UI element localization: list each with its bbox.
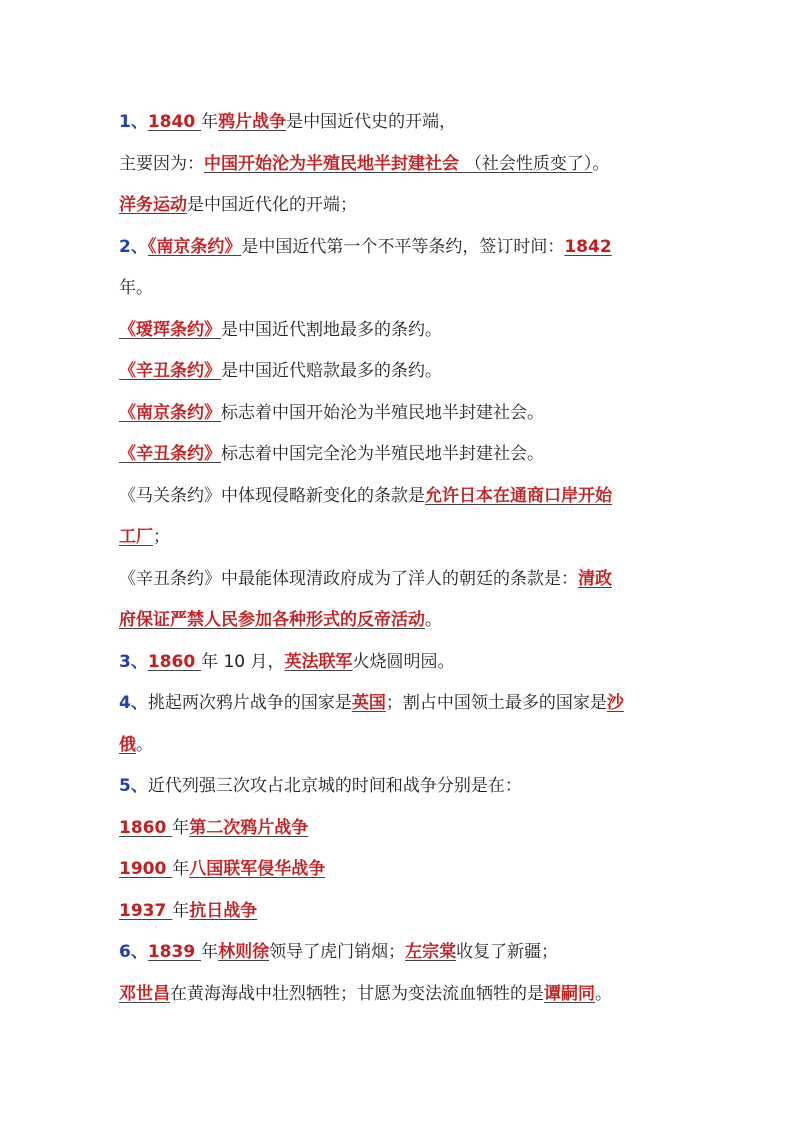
- text-line: [119, 185, 679, 227]
- text-line: [119, 891, 679, 933]
- text-segment: 近代列强三次攻占北京城的时间和战争分别是在：: [147, 776, 522, 796]
- item-number: 5、: [119, 776, 148, 796]
- text-segment: （社会性质变了）: [464, 153, 593, 174]
- text-segment: 年: [201, 942, 219, 962]
- item-number: 3、: [119, 651, 148, 672]
- text-segment: 年 10 月，: [201, 651, 285, 672]
- key-answer: 清政: [578, 568, 612, 589]
- text-line: [119, 766, 679, 808]
- item-number: 6、: [119, 942, 148, 962]
- text-segment: ；割占中国领土最多的国家是: [385, 693, 607, 713]
- text-segment: 是中国近代赔款最多的条约。: [221, 361, 442, 381]
- text-segment: 《马关条约》中体现侵略新变化的条款是: [119, 485, 425, 506]
- text-segment: 。: [425, 610, 442, 630]
- text-segment: 领导了虎门销烟；: [269, 942, 406, 962]
- key-answer: 林则徐: [218, 942, 270, 962]
- text-segment: 《辛丑条约》中最能体现清政府成为了洋人的朝廷的条款是：: [119, 568, 578, 589]
- text-segment: 是中国近代割地最多的条约。: [221, 319, 442, 340]
- key-answer: 《南京条约》: [147, 236, 242, 257]
- text-segment: 。: [136, 734, 153, 755]
- text-segment: 年: [172, 817, 190, 838]
- key-answer: 左宗棠: [405, 942, 457, 962]
- text-line: [119, 932, 679, 974]
- key-answer: 洋务运动: [119, 195, 187, 215]
- text-segment: 是中国近代化的开端；: [187, 195, 357, 215]
- key-answer: 《南京条约》: [119, 402, 221, 423]
- key-answer: 谭嗣同: [544, 983, 595, 1004]
- key-answer: 1937: [119, 900, 173, 921]
- text-segment: 火烧圆明园。: [352, 651, 455, 672]
- item-number: 1、: [119, 112, 148, 132]
- text-line: [119, 393, 679, 435]
- text-line: [119, 559, 679, 601]
- text-segment: 收复了新疆；: [456, 942, 559, 962]
- item-number: 4、: [119, 693, 148, 713]
- text-segment: 年: [201, 112, 219, 132]
- key-answer: 1900: [119, 859, 173, 879]
- key-answer: 八国联军侵华战争: [189, 859, 326, 879]
- key-answer: 抗日战争: [189, 900, 258, 921]
- text-segment: 标志着中国开始沦为半殖民地半封建社会。: [221, 402, 544, 423]
- text-segment: 挑起两次鸦片战争的国家是: [147, 693, 352, 713]
- key-answer: 邓世昌: [119, 983, 170, 1004]
- key-answer: 工厂: [119, 527, 153, 547]
- text-line: [119, 310, 679, 352]
- text-segment: 年: [172, 859, 190, 879]
- text-segment: 是中国近代第一个不平等条约，签订时间：: [241, 236, 565, 257]
- text-line: [119, 808, 679, 850]
- text-segment: 在黄海海战中壮烈牺牲；甘愿为变法流血牺牲的是: [170, 983, 544, 1004]
- text-segment: 年: [172, 900, 190, 921]
- key-answer: 中国开始沦为半殖民地半封建社会: [204, 153, 465, 174]
- text-line: [119, 434, 679, 476]
- text-line: [119, 849, 679, 891]
- key-answer: 1839: [147, 942, 202, 962]
- text-line: [119, 227, 679, 269]
- text-line: [119, 268, 679, 310]
- key-answer: 1860: [147, 651, 202, 672]
- text-line: [119, 351, 679, 393]
- text-segment: 年。: [119, 278, 153, 298]
- text-line: [119, 642, 679, 684]
- key-answer: 鸦片战争: [218, 112, 287, 132]
- text-segment: 标志着中国完全沦为半殖民地半封建社会。: [221, 444, 544, 464]
- text-segment: 。: [595, 983, 612, 1004]
- text-line: [119, 683, 679, 725]
- key-answer: 《瑷珲条约》: [119, 319, 221, 340]
- key-answer: 1840: [147, 112, 202, 132]
- text-line: [119, 102, 679, 144]
- key-answer: 俄: [119, 734, 136, 755]
- text-line: [119, 725, 679, 767]
- key-answer: 《辛丑条约》: [119, 444, 221, 464]
- key-answer: 府保证严禁人民参加各种形式的反帝活动: [119, 610, 425, 630]
- key-answer: 沙: [606, 693, 624, 713]
- item-number: 2、: [119, 236, 148, 257]
- text-segment: 。: [592, 153, 610, 174]
- text-line: [119, 144, 679, 186]
- key-answer: 英国: [351, 693, 386, 713]
- key-answer: 英法联军: [284, 651, 353, 672]
- key-answer: 《辛丑条约》: [119, 361, 221, 381]
- text-line: [119, 600, 679, 642]
- text-segment: 是中国近代史的开端，: [286, 112, 457, 132]
- key-answer: 第二次鸦片战争: [189, 817, 309, 838]
- text-line: [119, 517, 679, 559]
- key-answer: 1842: [564, 236, 612, 257]
- document-body: [119, 102, 679, 1015]
- key-answer: 1860: [119, 817, 173, 838]
- text-segment: ；: [153, 527, 170, 547]
- text-segment: 主要因为：: [119, 153, 204, 174]
- text-line: [119, 974, 679, 1016]
- key-answer: 允许日本在通商口岸开始: [425, 485, 612, 506]
- text-line: [119, 476, 679, 518]
